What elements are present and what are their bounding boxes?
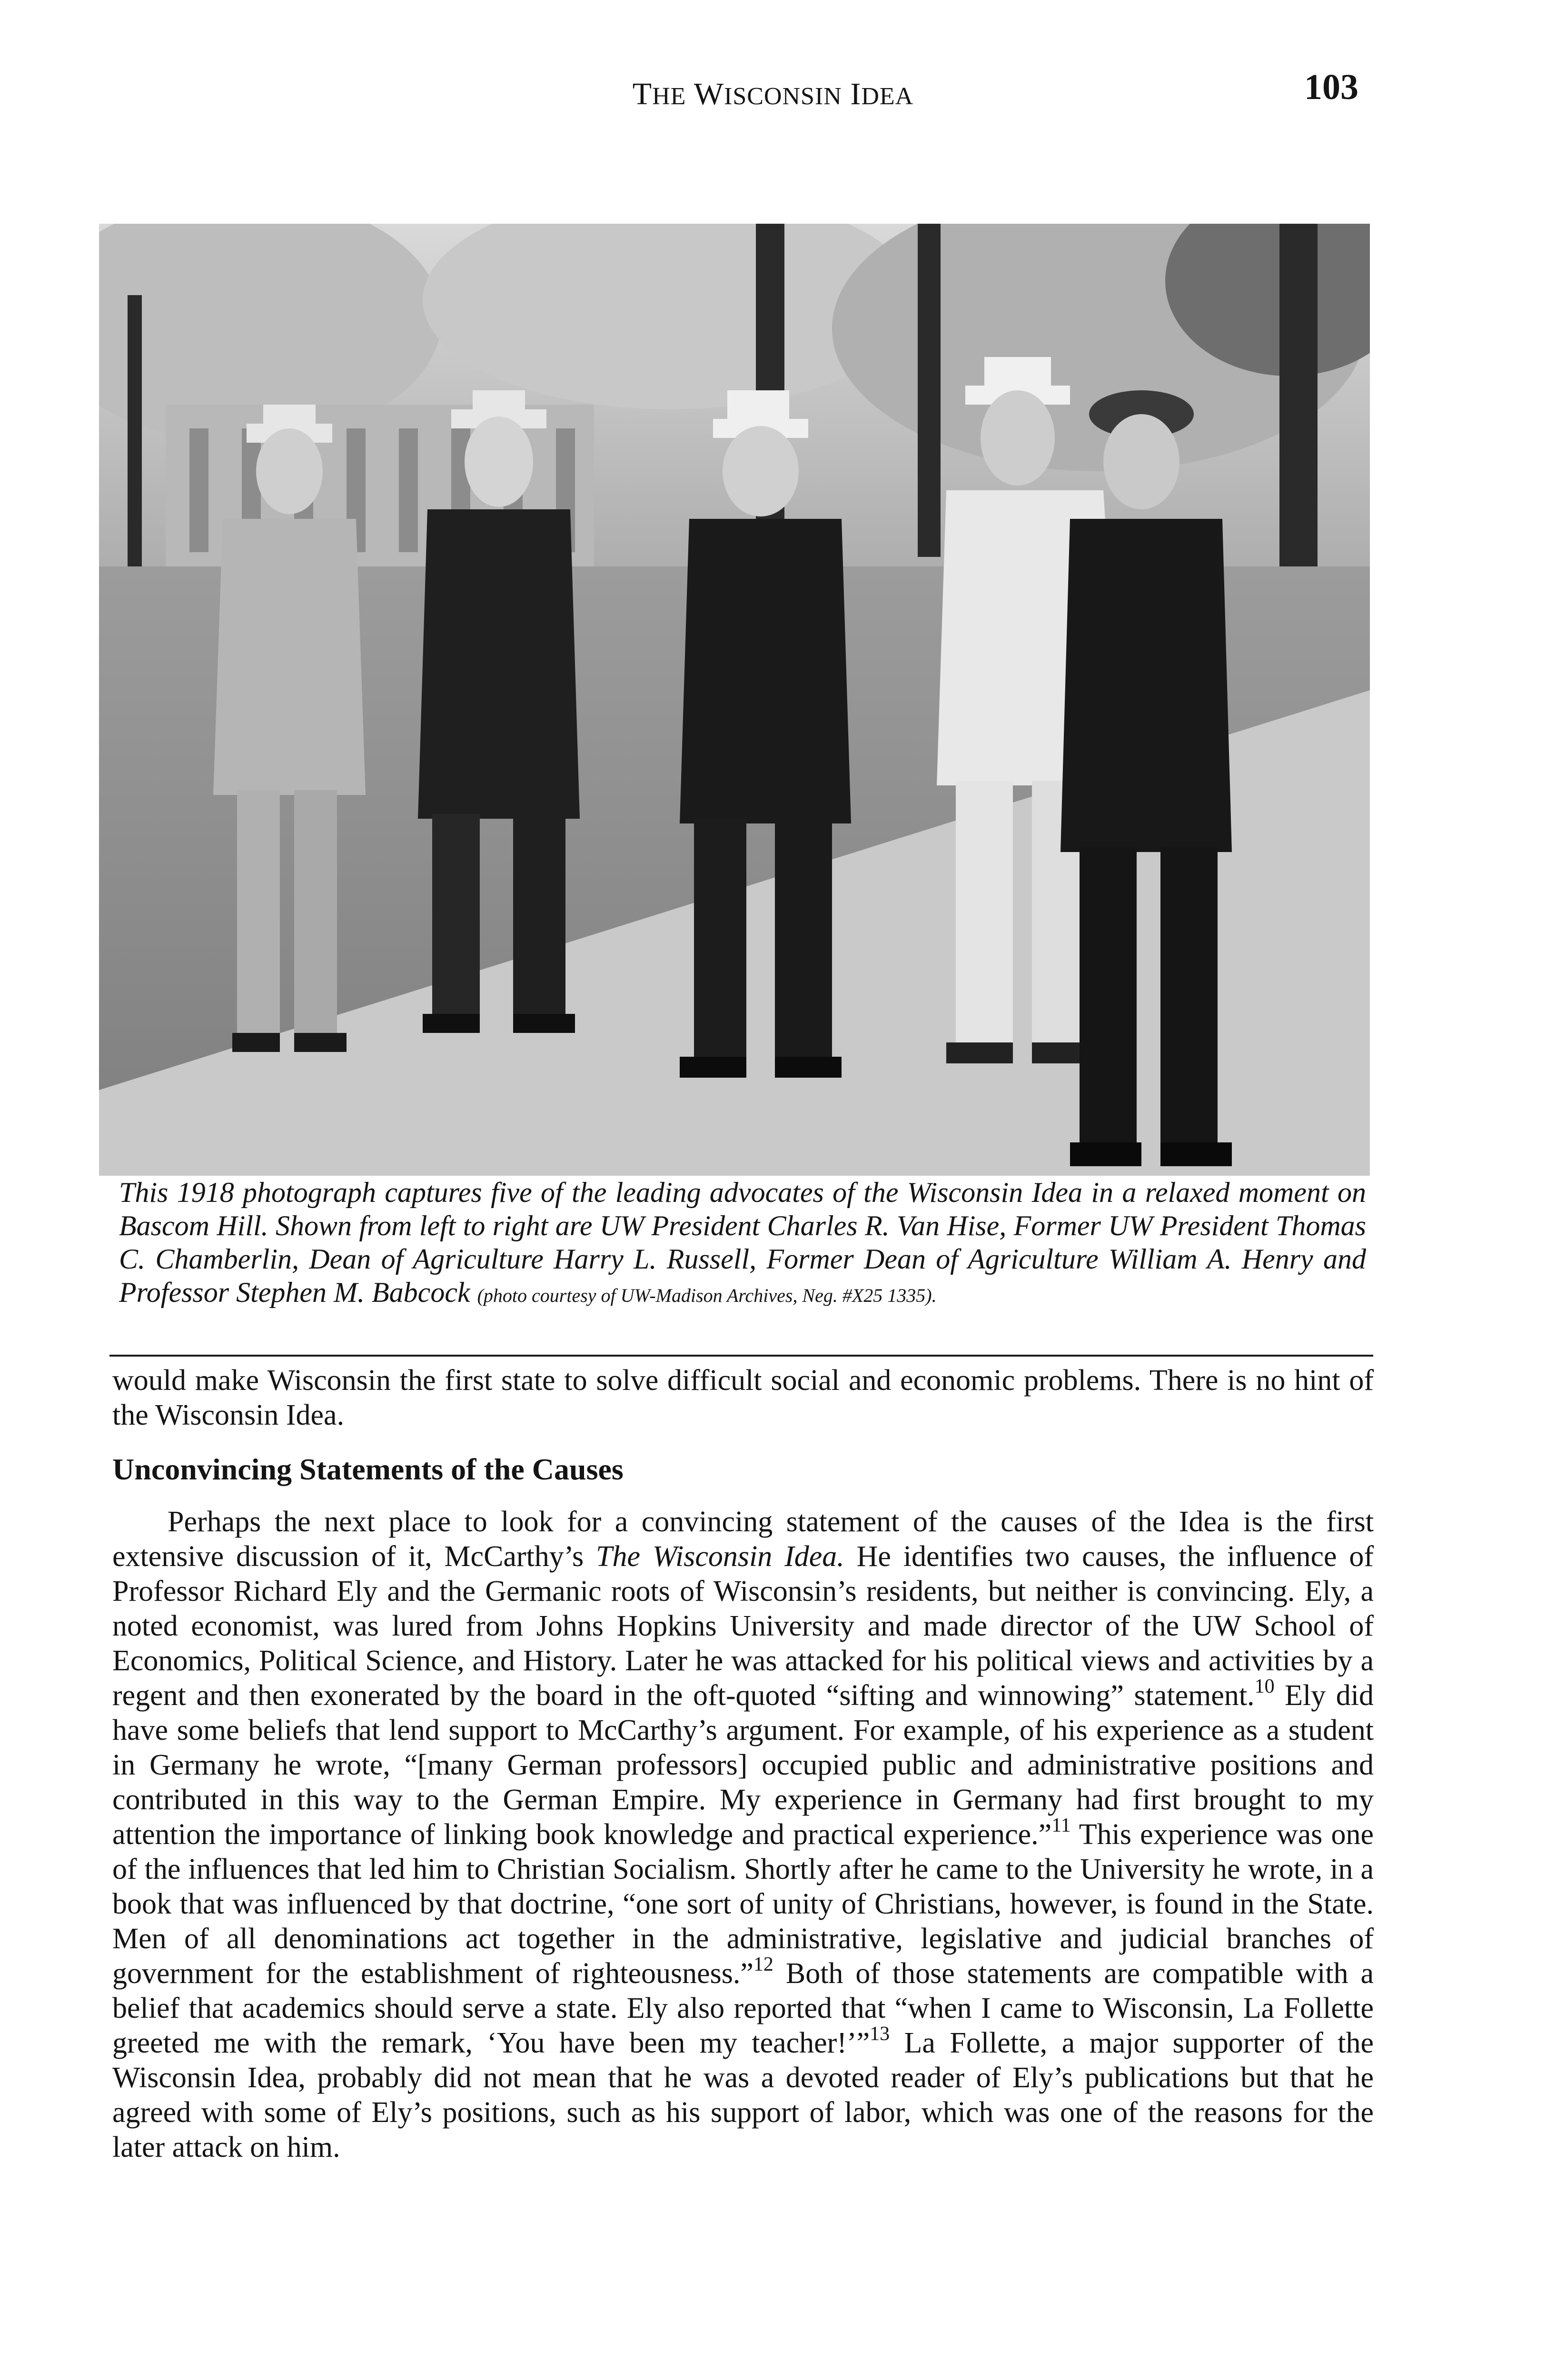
historical-photograph: [99, 224, 1370, 1176]
footnote-ref: 13: [870, 2023, 890, 2045]
section-heading: Unconvincing Statements of the Causes: [112, 1452, 624, 1486]
footnote-ref: 10: [1254, 1676, 1275, 1697]
continued-paragraph: would make Wisconsin the first state to solve difficult social and economic problems. There is no hint of the Wisconsin Idea.: [112, 1364, 1374, 1431]
footnote-ref: 11: [1051, 1815, 1071, 1836]
book-title: The Wisconsin Idea.: [596, 1540, 844, 1573]
paragraph: Perhaps the next place to look for a convincing statement of the causes of the Idea is the first extensive discussion of it, McCarthy’s The Wisconsin Idea. He identifies two causes, the influence of Professor Richard Ely and the Germanic roots of Wisconsin’s residents, but neither is convincing. Ely, a noted economist, was lured from Johns Hopkins University and made director of the UW School of Economics, Political Science, and History. Later he was attacked for his political views and activities by a regent and then exonerated by the board in the oft-quoted “sifting and winnowing” statement.$^{10}$ Ely did have some beliefs that lend support to McCarthy’s argument. For example, of his experience as a student in Germany he wrote, “[many German professors] occupied public and administrative positions and contributed in this way to the German Empire. My experience in Germany had first brought to my attention the importance of linking book knowledge and practical experience.”$^{11}$ This experience was one of the influences that led him to Christian Socialism. Shortly after he came to the University he wrote, in a book that was influenced by that doctrine, “one sort of unity of Christians, however, is found in the State. Men of all denominations act together in the administrative, legislative and judicial branches of government for the establishment of righteousness.”$^{12}$ Both of those statements are compatible with a belief that academics should serve a state. Ely also reported that “when I came to Wisconsin, La Follette greeted me with the remark, ‘You have been my teacher!’”$^{13}$ La Follette, a major supporter of the Wisconsin Idea, probably did not mean that he was a devoted reader of Ely’s publications but that he agreed with some of Ely’s positions, such as his support of labor, which was one of the reasons for the later attack on him.: [112, 1506, 1374, 2163]
footnote-ref: 12: [753, 1954, 773, 1975]
running-head: THE WISCONSIN IDEA: [632, 77, 914, 111]
photo-caption: [119, 1176, 1366, 1312]
photo-credit: (photo courtesy of UW-Madison Archives, Neg. #X25 1335).: [477, 1285, 937, 1306]
caption-divider: [109, 1355, 1373, 1357]
body-text: [112, 1363, 1374, 2165]
page-number: 103: [1304, 67, 1358, 107]
caption-text: This 1918 photograph captures five of the leading advocates of the Wisconsin Idea in a relaxed moment on Bascom Hill. Shown from left to right are UW President Charles R. Van Hise, Former UW President Thomas C. Chamberlin, Dean of Agriculture Harry L. Russell, Former Dean of Agriculture William A. Henry and Professor Stephen M. Babcock: [119, 1177, 1366, 1308]
